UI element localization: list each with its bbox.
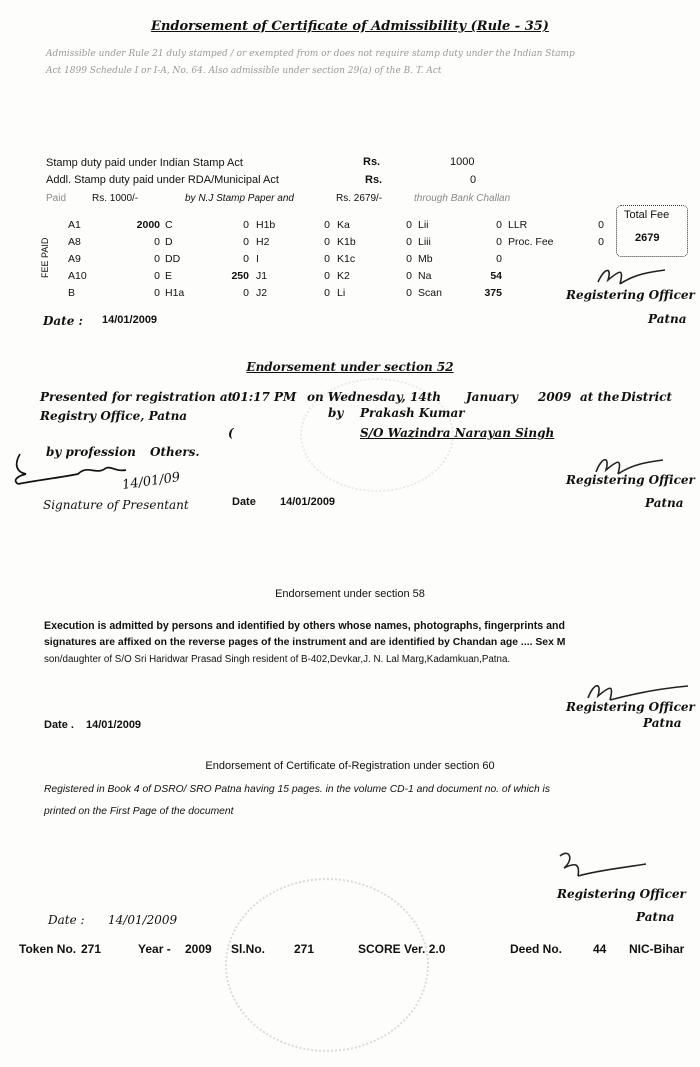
open-paren: ( xyxy=(228,426,234,440)
certificate-title: Endorsement of Certificate of Admissibility (Rule - 35) xyxy=(151,19,549,34)
fee-value: 0 xyxy=(496,253,502,265)
place-3: Patna xyxy=(643,716,682,730)
fee-code: I xyxy=(256,253,259,265)
stamp-duty-currency: Rs. xyxy=(363,156,381,168)
token-label: Token No. xyxy=(19,942,77,956)
fee-value: 0 xyxy=(406,270,412,282)
fee-value: 0 xyxy=(243,236,249,248)
presentant-signature xyxy=(8,450,128,492)
date-value-60: 14/01/2009 xyxy=(108,913,178,927)
software-version: SCORE Ver. 2.0 xyxy=(358,942,446,956)
deed-label: Deed No. xyxy=(510,942,563,956)
serial-number: 271 xyxy=(294,942,315,956)
presented-month: January xyxy=(466,390,518,404)
year-value: 2009 xyxy=(185,942,212,956)
fee-code: J2 xyxy=(256,287,268,299)
intro-line-2: Act 1899 Schedule I or I-A, No. 64. Also admissible under section 29(a) of the B. T. Act xyxy=(46,66,442,76)
total-fee-value: 2679 xyxy=(635,232,660,244)
fee-code: H2 xyxy=(256,236,270,248)
place-2: Patna xyxy=(645,496,684,510)
date-label-52: Date xyxy=(232,496,256,508)
addl-stamp-duty-label: Addl. Stamp duty paid under RDA/Municipal Act xyxy=(46,174,279,186)
fee-value: 0 xyxy=(154,270,160,282)
fee-code: H1b xyxy=(256,219,276,231)
fee-value: 0 xyxy=(406,219,412,231)
fee-code: A10 xyxy=(68,270,87,282)
section-52-title: Endorsement under section 52 xyxy=(246,360,454,374)
fee-value: 375 xyxy=(484,287,502,299)
presented-time: 01:17 PM xyxy=(232,390,297,404)
section-60-line-2: printed on the First Page of the document xyxy=(44,806,234,817)
presented-year: 2009 xyxy=(538,390,572,404)
fee-value: 0 xyxy=(154,253,160,265)
addl-stamp-duty-currency: Rs. xyxy=(365,174,383,186)
addl-stamp-duty-amount: 0 xyxy=(470,174,477,186)
fee-value: 0 xyxy=(598,219,604,231)
officer-title-4: Registering Officer xyxy=(557,887,686,901)
fee-code: J1 xyxy=(256,270,268,282)
registry-office: Registry Office, Patna xyxy=(40,409,188,423)
fee-code: A8 xyxy=(68,236,81,248)
fee-value: 0 xyxy=(324,219,330,231)
fee-value: 0 xyxy=(496,236,502,248)
token-number: 271 xyxy=(81,942,102,956)
handwritten-date: 14/01/09 xyxy=(121,470,182,493)
fee-value: 54 xyxy=(490,270,502,282)
presented-day: on Wednesday, xyxy=(307,390,406,404)
fee-value: 250 xyxy=(231,270,249,282)
fee-code: D xyxy=(165,236,173,248)
presented-day-number: 14th xyxy=(410,390,441,404)
serial-label: Sl.No. xyxy=(231,942,266,956)
date-value-58: 14/01/2009 xyxy=(86,719,142,731)
fee-value: 2000 xyxy=(136,219,160,231)
nic-label: NIC-Bihar xyxy=(629,942,685,956)
section-58-line-2: signatures are affixed on the reverse pages of the instrument and are identified by Chandan age .... Sex M xyxy=(44,637,566,648)
fee-value: 0 xyxy=(154,236,160,248)
fee-value: 0 xyxy=(243,219,249,231)
fee-code: Li xyxy=(337,287,346,299)
fee-value: 0 xyxy=(324,253,330,265)
presentant-father: S/O Wazindra Narayan Singh xyxy=(360,426,555,440)
place-4: Patna xyxy=(636,910,675,924)
fee-paid-label: FEE PAID xyxy=(40,237,50,279)
fee-code: Lii xyxy=(418,219,429,231)
fee-value: 0 xyxy=(496,219,502,231)
date-label-60: Date : xyxy=(48,913,85,927)
challan-amount: Rs. 2679/- xyxy=(336,193,383,204)
section-58-title: Endorsement under section 58 xyxy=(275,588,425,600)
section-58-line-3: son/daughter of S/O Sri Haridwar Prasad Singh resident of B-402,Devkar,J. N. Lal Marg,Kadamkuan,Patna. xyxy=(44,654,511,665)
seal-impression xyxy=(225,878,429,1052)
profession-label: by profession xyxy=(46,445,136,459)
fee-code: H1a xyxy=(165,287,185,299)
fee-code: Scan xyxy=(418,287,442,299)
year-label: Year - xyxy=(138,942,171,956)
profession-value: Others. xyxy=(150,445,200,459)
fee-value: 0 xyxy=(406,253,412,265)
deed-number: 44 xyxy=(593,942,607,956)
fee-value: 0 xyxy=(243,253,249,265)
fee-value: 0 xyxy=(598,236,604,248)
section-60-line-1: Registered in Book 4 of DSRO/ SRO Patna having 15 pages. in the volume CD-1 and document no. of which is xyxy=(44,784,550,795)
fee-value: 0 xyxy=(406,236,412,248)
signature-of-presentant: Signature of Presentant xyxy=(43,498,189,512)
fee-code: A9 xyxy=(68,253,81,265)
fee-code: K1b xyxy=(337,236,356,248)
presented-label: Presented for registration at xyxy=(40,390,234,404)
officer-title-3: Registering Officer xyxy=(566,700,695,714)
fee-value: 0 xyxy=(243,287,249,299)
fee-code: Liii xyxy=(418,236,431,248)
section-60-title: Endorsement of Certificate of-Registration under section 60 xyxy=(205,760,495,772)
fee-code: A1 xyxy=(68,219,81,231)
fee-code: B xyxy=(68,287,76,299)
date-value-1: 14/01/2009 xyxy=(102,314,158,326)
fee-value: 0 xyxy=(324,236,330,248)
fee-code: Na xyxy=(418,270,432,282)
through-challan-label: through Bank Challan xyxy=(414,193,511,204)
fee-code: Mb xyxy=(418,253,433,265)
fee-value: 0 xyxy=(324,287,330,299)
at-the-label: at the xyxy=(580,390,620,404)
fee-code: LLR xyxy=(508,219,528,231)
by-label: by xyxy=(328,406,344,420)
stamp-duty-label: Stamp duty paid under Indian Stamp Act xyxy=(46,157,243,169)
fee-value: 0 xyxy=(406,287,412,299)
officer-title-1: Registering Officer xyxy=(566,288,695,302)
date-label-58: Date . xyxy=(44,719,74,731)
date-label-1: Date : xyxy=(43,314,83,328)
section-58-line-1: Execution is admitted by persons and identified by others whose names, photographs, fingerprints and xyxy=(44,620,565,632)
date-value-52: 14/01/2009 xyxy=(280,496,336,508)
fee-value: 0 xyxy=(154,287,160,299)
paid-amount: Rs. 1000/- xyxy=(92,193,139,204)
place-1: Patna xyxy=(648,312,687,326)
district-label: District xyxy=(621,390,672,404)
fee-code: Proc. Fee xyxy=(508,236,554,248)
fee-code: E xyxy=(165,270,173,282)
fee-code: C xyxy=(165,219,173,231)
fee-code: K1c xyxy=(337,253,356,265)
stamp-duty-amount: 1000 xyxy=(450,156,475,168)
paid-by-label: by N.J Stamp Paper and xyxy=(185,193,294,204)
fee-code: K2 xyxy=(337,270,350,282)
fee-code: Ka xyxy=(337,219,350,231)
officer-signature-4 xyxy=(550,846,650,882)
total-fee-label: Total Fee xyxy=(624,209,670,221)
presentant-name: Prakash Kumar xyxy=(360,406,465,420)
fee-value: 0 xyxy=(324,270,330,282)
intro-line-1: Admissible under Rule 21 duly stamped / or exempted from or does not require stamp duty under the Indian Stamp xyxy=(46,49,575,59)
paid-label: Paid xyxy=(46,193,67,204)
officer-title-2: Registering Officer xyxy=(566,473,695,487)
fee-code: DD xyxy=(165,253,181,265)
